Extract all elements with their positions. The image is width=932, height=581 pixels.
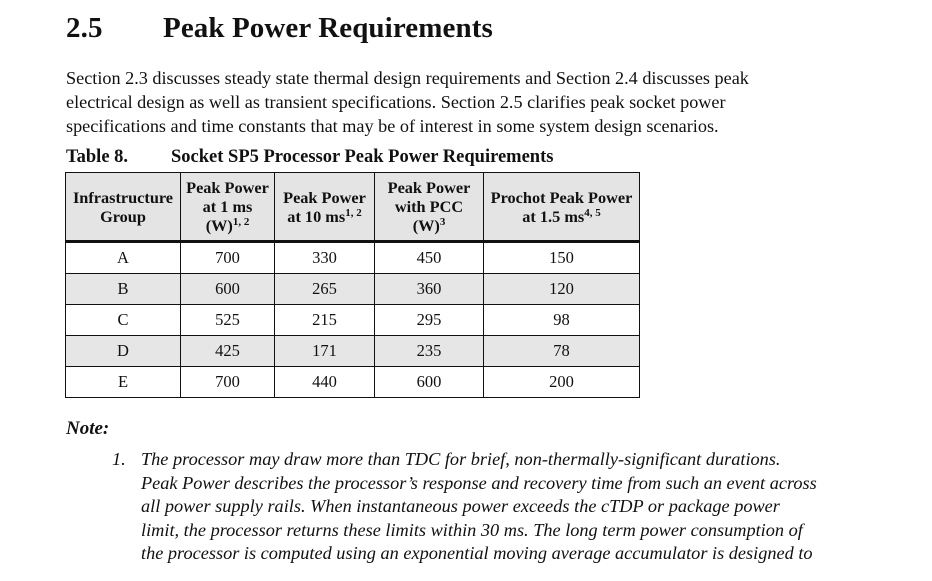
table-number: Table 8. — [66, 147, 129, 167]
table-row — [66, 305, 640, 336]
header-peak-power-pcc: Peak Power with PCC $(W)^3$ — [375, 173, 484, 242]
note-label: Note: — [66, 418, 110, 439]
note-line: all power supply rails. When instantaneous power exceeds the cTDP or package power — [141, 496, 780, 516]
note-marker: 1. — [112, 449, 126, 469]
header-infrastructure-group: Infrastructure Group — [66, 173, 181, 242]
section-heading — [66, 12, 493, 45]
table-row — [66, 336, 640, 367]
intro-line: specifications and time constants that may be of interest in some system design scenarios. — [66, 116, 719, 136]
cell-peak-1ms: 525 — [181, 305, 275, 336]
note-line: The processor may draw more than TDC for brief, non-thermally-significant durations. — [141, 449, 781, 469]
cell-peak-10ms: 215 — [275, 305, 375, 336]
table-header-row — [66, 173, 640, 242]
footnote-ref: 3 — [439, 216, 446, 228]
cell-peak-1ms: 425 — [181, 336, 275, 367]
table-title: Socket SP5 Processor Peak Power Requirements — [171, 147, 554, 167]
cell-group: E — [66, 367, 181, 398]
table-caption — [66, 147, 553, 168]
cell-peak-pcc: 450 — [375, 242, 484, 274]
footnote-ref: 1, 2 — [345, 206, 362, 219]
cell-peak-10ms: 330 — [275, 242, 375, 274]
peak-power-table — [65, 172, 640, 398]
note-line: Peak Power describes the processor’s response and recovery time from such an event across — [141, 472, 817, 493]
cell-group: D — [66, 336, 181, 367]
header-peak-power-10ms: Peak Power at 10 ms$^{1, 2}$ — [275, 173, 375, 242]
cell-peak-10ms: 265 — [275, 274, 375, 305]
cell-peak-10ms: 440 — [275, 367, 375, 398]
intro-line: electrical design as well as transient specifications. Section 2.5 clarifies peak socket power — [66, 92, 726, 112]
footnote-ref: 1, 2 — [232, 216, 250, 228]
cell-peak-1ms: 700 — [181, 367, 275, 398]
cell-peak-pcc: 295 — [375, 305, 484, 336]
cell-prochot: 78 — [484, 336, 640, 367]
cell-peak-1ms: 700 — [181, 242, 275, 274]
section-number: 2.5 — [66, 12, 103, 44]
cell-peak-pcc: 235 — [375, 336, 484, 367]
table-row — [66, 367, 640, 398]
cell-peak-10ms: 171 — [275, 336, 375, 367]
note-item — [112, 448, 817, 566]
cell-group: A — [66, 242, 181, 274]
cell-prochot: 200 — [484, 367, 640, 398]
cell-peak-pcc: 360 — [375, 274, 484, 305]
section-title: Peak Power Requirements — [163, 12, 493, 44]
note-line: limit, the processor returns these limits within 30 ms. The long term power consumption of — [141, 519, 803, 540]
table-row — [66, 274, 640, 305]
cell-prochot: 150 — [484, 242, 640, 274]
cell-group: B — [66, 274, 181, 305]
cell-peak-1ms: 600 — [181, 274, 275, 305]
cell-peak-pcc: 600 — [375, 367, 484, 398]
cell-prochot: 98 — [484, 305, 640, 336]
header-prochot-peak-power: Prochot Peak Power at 1.5 ms$^{4, 5}$ — [484, 173, 640, 242]
note-line: the processor is computed using an exponential moving average accumulator is designed to — [141, 543, 813, 563]
footnote-ref: 4, 5 — [584, 206, 601, 219]
intro-paragraph — [66, 66, 866, 138]
cell-group: C — [66, 305, 181, 336]
note-list — [112, 448, 817, 566]
header-peak-power-1ms: Peak Power at 1 ms $(W)^{1, 2}$ — [181, 173, 275, 242]
cell-prochot: 120 — [484, 274, 640, 305]
table-row — [66, 242, 640, 274]
intro-line: Section 2.3 discusses steady state thermal design requirements and Section 2.4 discusses peak — [66, 68, 749, 88]
